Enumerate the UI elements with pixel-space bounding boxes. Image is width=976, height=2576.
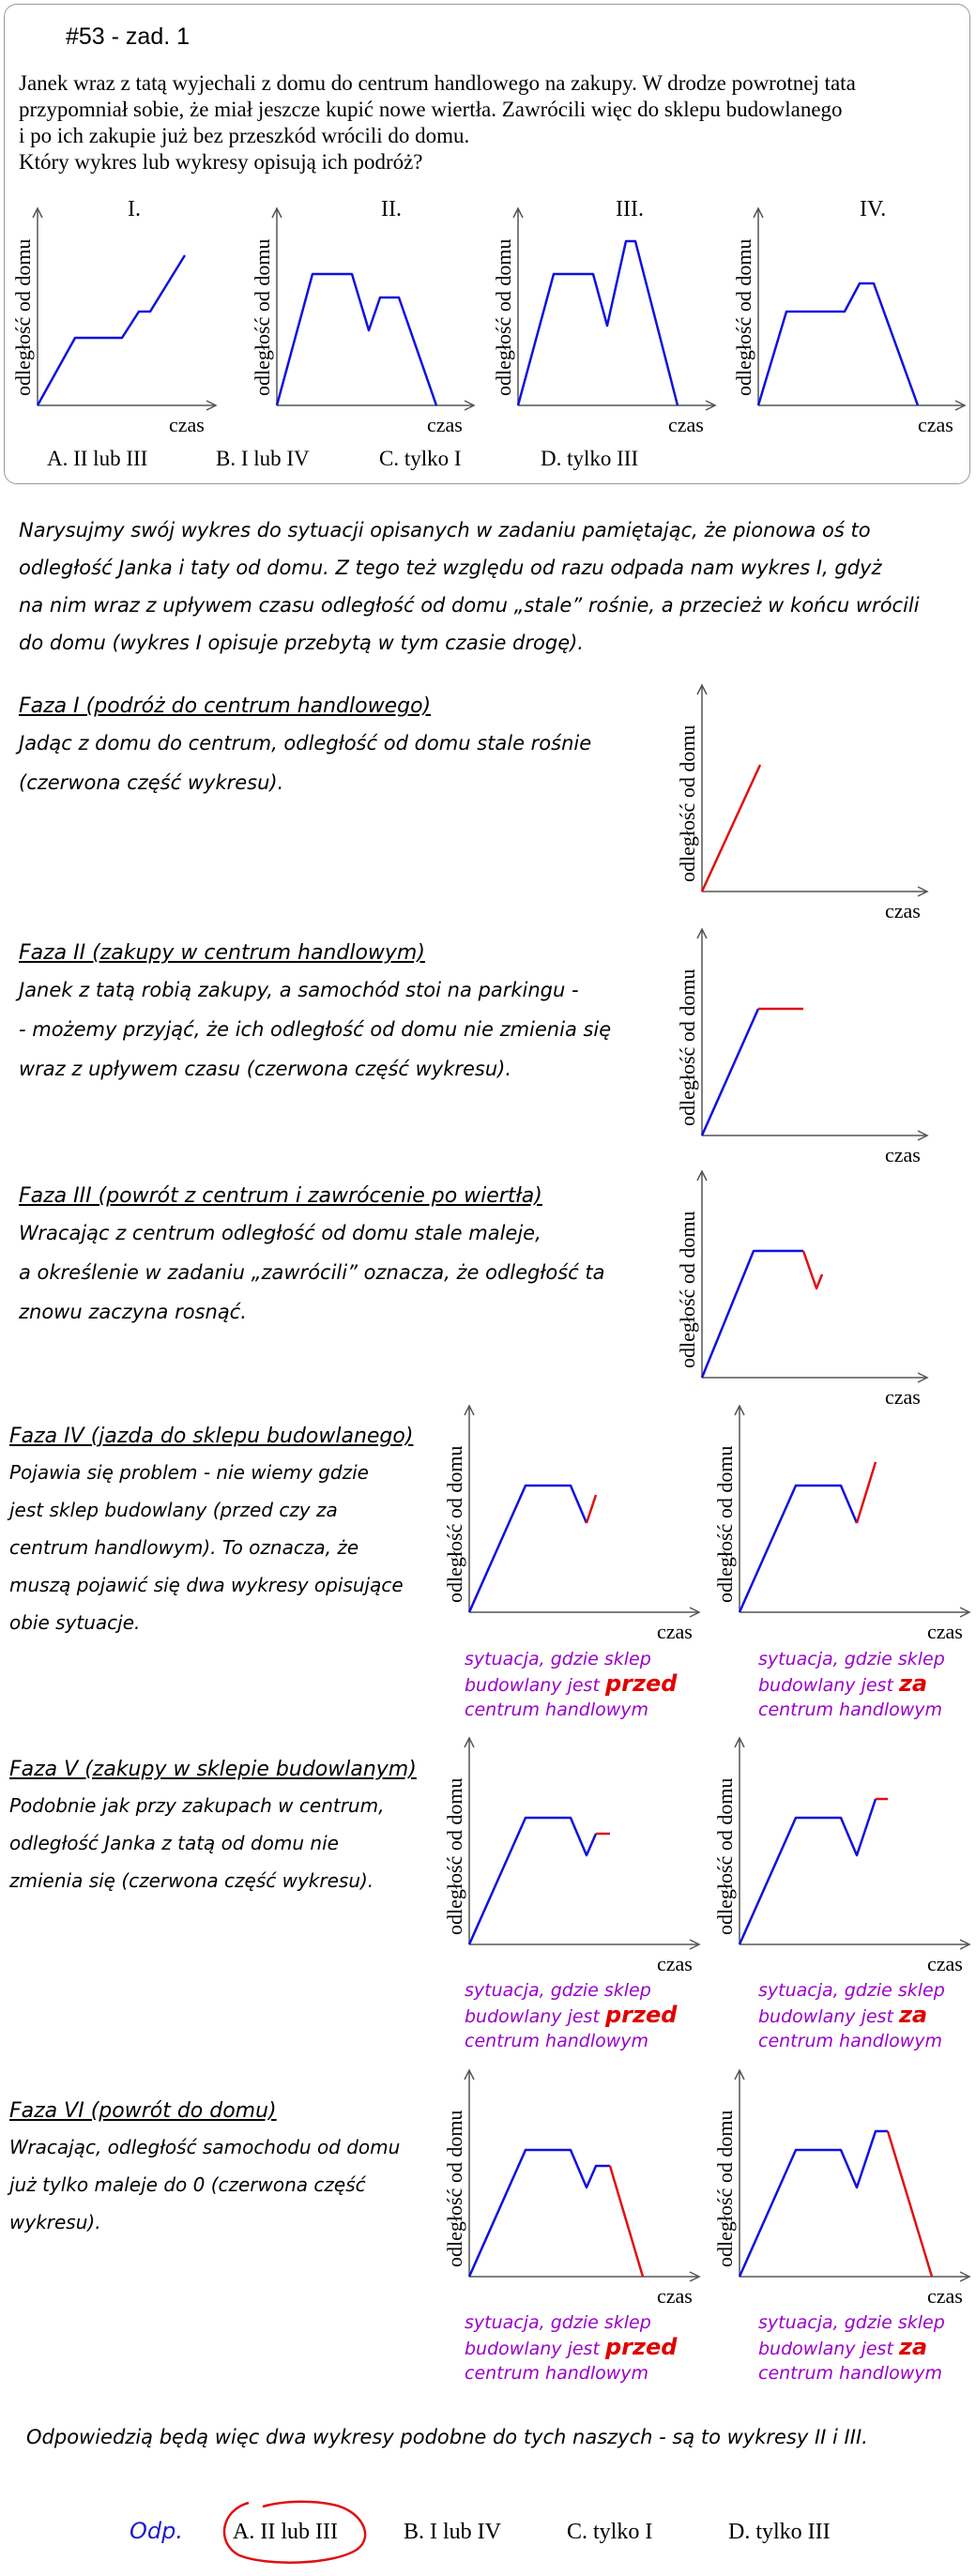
phase1-graph-xlabel: czas [885,899,921,922]
caption-line: budowlany jest [465,1675,600,1696]
problem-line: Który wykres lub wykresy opisują ich podróż? [19,150,423,174]
phase-line: Janek z tatą robią zakupy, a samochód stoi na parkingu - [19,979,579,1001]
graph-iii-xlabel: czas [668,413,704,436]
phase-line: już tylko maleje do 0 (czerwona część [9,2173,366,2196]
caption-line: centrum handlowym [465,1700,649,1720]
intro-line: Narysujmy swój wykres do sytuacji opisanych w zadaniu pamiętając, że pionowa oś to [19,519,871,541]
phase-line: obie sytuacje. [9,1611,141,1634]
problem-title: #53 - zad. 1 [66,23,191,50]
graph-title-iv: IV. [860,197,887,221]
phase-line: muszą pojawić się dwa wykresy opisujące [9,1574,404,1596]
graph-ii-xlabel: czas [427,413,463,436]
graph-iii-line-0 [518,241,678,405]
caption-line: sytuacja, gdzie sklep [758,2312,945,2333]
phase4-before-xlabel: czas [657,1620,693,1643]
caption-highlight: za [898,2334,928,2360]
answer-option-b: B. I lub IV [404,2520,501,2544]
problem-line: przypomniał sobie, że miał jeszcze kupić nowe wiertła. Zawrócili więc do sklepu budowlanego [19,98,843,121]
phase-line: (czerwona część wykresu). [19,771,284,794]
caption-line: sytuacja, gdzie sklep [758,1980,945,2001]
phase2-graph-line-0 [702,1009,758,1136]
caption-line: sytuacja, gdzie sklep [465,1980,651,2001]
caption-highlight: za [898,2002,928,2028]
option-b: B. I lub IV [216,447,310,470]
graph-iii-ylabel: odległość od domu [492,238,515,396]
phase5-after-line-0 [740,1799,876,1944]
caption-line: budowlany jest [465,2006,600,2027]
phase3-graph-line-0 [702,1251,803,1378]
caption-line: centrum handlowym [465,2363,649,2384]
caption-highlight: przed [604,2002,678,2028]
phase6-before-ylabel: odległość od domu [443,2110,466,2267]
graph-title-ii: II. [381,197,402,221]
phase-line: Jadąc z domu do centrum, odległość od domu stale rośnie [19,732,592,755]
phase-line: Pojawia się problem - nie wiemy gdzie [9,1461,369,1484]
answer-option-a: A. II lub III [233,2520,338,2544]
phase6-after-xlabel: czas [927,2284,963,2308]
phase-line: Wracając z centrum odległość od domu stale maleje, [19,1222,541,1244]
phase-title: Faza II (zakupy w centrum handlowym) [19,941,425,965]
phase5-before-line-0 [469,1818,596,1944]
phase3-graph-line-1 [803,1251,822,1288]
caption-line: centrum handlowym [758,2363,943,2384]
caption-line: sytuacja, gdzie sklep [758,1649,945,1669]
graph-ii-line-0 [277,274,436,405]
phase-line: wykresu). [9,2211,101,2233]
option-d: D. tylko III [541,447,639,470]
phase-line: centrum handlowym). To oznacza, że [9,1536,359,1559]
caption-line: centrum handlowym [465,2031,649,2051]
option-a: A. II lub III [47,447,148,470]
intro-line: do domu (wykres I opisuje przebytą w tym czasie drogę). [19,632,584,654]
graph-iv-ylabel: odległość od domu [732,238,755,396]
phase-title: Faza VI (powrót do domu) [9,2099,277,2123]
phase4-before-line-0 [469,1486,587,1612]
option-c: C. tylko I [379,447,462,470]
phase-line: Wracając, odległość samochodu od domu [9,2136,401,2158]
phase4-after-line-1 [857,1462,876,1523]
phase5-before-xlabel: czas [657,1952,693,1975]
caption-highlight: za [898,1670,928,1697]
caption-line: centrum handlowym [758,1700,943,1720]
phase-title: Faza V (zakupy w sklepie budowlanym) [9,1758,417,1781]
graph-iv-line-0 [758,283,918,405]
answer-option-c: C. tylko I [567,2520,653,2544]
phase-line: odległość Janka z tatą od domu nie [9,1832,339,1854]
phase-title: Faza I (podróż do centrum handlowego) [19,694,432,718]
caption-line: budowlany jest [465,2339,600,2359]
phase-line: jest sklep budowlany (przed czy za [9,1499,338,1521]
phase-line: a określenie w zadaniu „zawrócili” oznacza, że odległość ta [19,1261,605,1284]
phase6-after-line-1 [888,2131,932,2277]
graph-title-i: I. [128,197,141,221]
answer-option-d: D. tylko III [728,2520,831,2544]
phase4-after-xlabel: czas [927,1620,963,1643]
graph-iv-xlabel: czas [918,413,953,436]
caption-line: budowlany jest [758,1675,893,1696]
caption-line: sytuacja, gdzie sklep [465,1649,651,1669]
caption-line: budowlany jest [758,2339,893,2359]
graph-i-ylabel: odległość od domu [11,238,35,396]
phase6-after-ylabel: odległość od domu [713,2110,737,2267]
phase-line: znowu zaczyna rosnąć. [19,1301,247,1323]
phase-title: Faza IV (jazda do sklepu budowlanego) [9,1425,414,1448]
phase3-graph-ylabel: odległość od domu [676,1211,699,1368]
phase6-before-xlabel: czas [657,2284,693,2308]
caption-line: centrum handlowym [758,2031,943,2051]
phase-line: zmienia się (czerwona część wykresu). [9,1869,374,1892]
phase5-before-ylabel: odległość od domu [443,1777,466,1935]
phase4-before-line-1 [587,1495,596,1523]
phase5-after-ylabel: odległość od domu [713,1777,737,1935]
caption-line: sytuacja, gdzie sklep [465,2312,651,2333]
phase4-after-line-0 [740,1486,857,1612]
caption-highlight: przed [604,2334,678,2360]
phase6-before-line-0 [469,2150,610,2277]
caption-line: budowlany jest [758,2006,893,2027]
graph-i-xlabel: czas [169,413,205,436]
graph-ii-ylabel: odległość od domu [251,238,274,396]
phase2-graph-xlabel: czas [885,1143,921,1166]
graph-i-line-0 [38,255,185,405]
phase4-after-ylabel: odległość od domu [713,1445,737,1603]
problem-line: i po ich zakupie już bez przeszkód wrócili do domu. [19,124,470,147]
phase6-after-line-0 [740,2131,888,2277]
problem-line: Janek wraz z tatą wyjechali z domu do centrum handlowego na zakupy. W drodze powrotnej tata [19,71,856,95]
phase-line: wraz z upływem czasu (czerwona część wykresu). [19,1058,512,1080]
graph-title-iii: III. [616,197,644,221]
phase-line: - możemy przyjąć, że ich odległość od domu nie zmienia się [19,1018,612,1041]
phase4-before-ylabel: odległość od domu [443,1445,466,1603]
phase-line: Podobnie jak przy zakupach w centrum, [9,1794,385,1817]
phase6-before-line-1 [610,2166,643,2277]
phase3-graph-xlabel: czas [885,1385,921,1409]
answer-label: Odp. [130,2518,183,2544]
intro-line: odległość Janka i taty od domu. Z tego też względu od razu odpada nam wykres I, gdyż [19,556,882,579]
caption-highlight: przed [604,1670,678,1697]
phase2-graph-ylabel: odległość od domu [676,968,699,1126]
phase1-graph-ylabel: odległość od domu [676,724,699,882]
phase1-graph-line-0 [702,765,760,892]
intro-line: na nim wraz z upływem czasu odległość od domu „stale” rośnie, a przecież w końcu wrócili [19,594,920,617]
phase5-after-xlabel: czas [927,1952,963,1975]
phase-title: Faza III (powrót z centrum i zawrócenie po wiertła) [19,1184,542,1208]
conclusion: Odpowiedzią będą więc dwa wykresy podobne do tych naszych - są to wykresy II i III. [26,2426,868,2448]
